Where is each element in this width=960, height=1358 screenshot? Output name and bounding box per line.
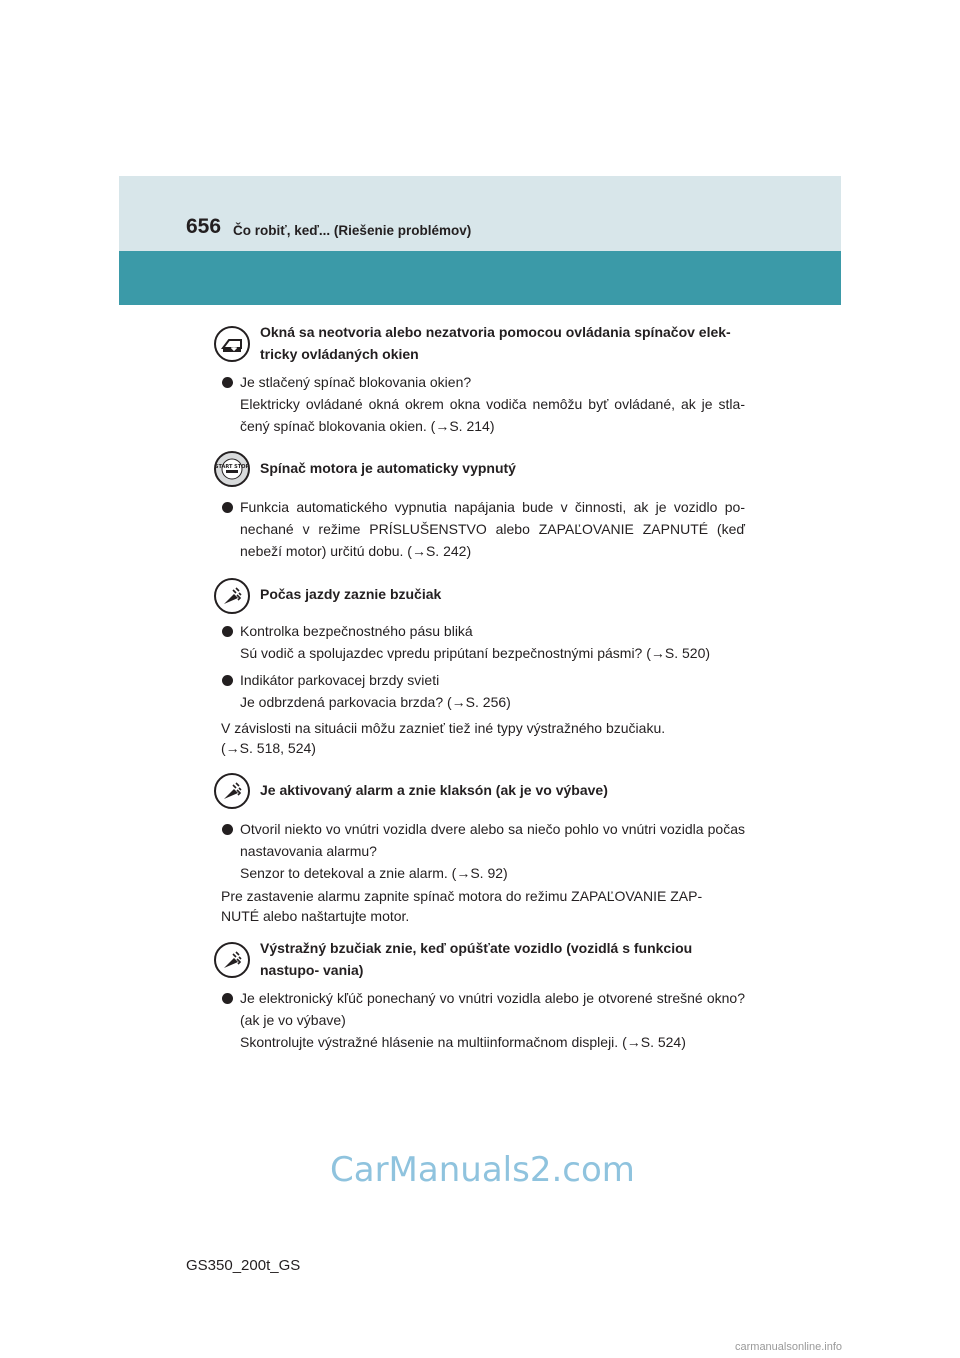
item-answer: Skontrolujte výstražné hlásenie na multiinformačnom displeji. (→S. 524) (240, 1034, 686, 1050)
bullet (221, 621, 235, 635)
section-title: Okná sa neotvoria alebo nezatvoria pomocou ovládania spínačov elek- tricky ovládaných okien (260, 324, 731, 362)
bullet (221, 670, 235, 684)
bullet (221, 819, 235, 833)
section-title: Počas jazdy zaznie bzučiak (260, 586, 442, 602)
header-band (119, 176, 841, 251)
list-item (240, 818, 745, 884)
footer-model: GS350_200t_GS (186, 1257, 301, 1274)
item-answer: Senzor to detekoval a znie alarm. (→S. 92) (240, 865, 508, 881)
list-item (240, 371, 745, 437)
header-bar (119, 251, 841, 305)
note (221, 718, 746, 758)
section-title: Výstražný bzučiak znie, keď opúšťate vozidlo (vozidlá s funkciou nastupo- vania) (260, 940, 693, 978)
watermark-text: CarManuals2.com (330, 1150, 635, 1190)
list-item (240, 987, 745, 1053)
note-line: V závislosti na situácii môžu zaznieť tiež iné typy výstražného bzučiaku. (221, 720, 666, 736)
start-label: START STOP (214, 464, 250, 470)
note (221, 886, 746, 926)
buzzer-sound-icon (214, 578, 250, 614)
power-window-icon (214, 326, 250, 362)
bullet (221, 372, 235, 386)
item-question: Otvoril niekto vo vnútri vozidla dvere alebo sa niečo pohlo vo vnútri vozidla počas nastavovania alarmu? (240, 821, 745, 859)
list-item (240, 669, 745, 713)
item-question: Je elektronický kľúč ponechaný vo vnútri vozidla alebo je otvorené strešné okno? (ak je vo výbave) (240, 990, 745, 1028)
alarm-horn-icon (214, 773, 250, 809)
item-question: Je stlačený spínač blokovania okien? (240, 374, 472, 390)
note-line: Pre zastavenie alarmu zapnite spínač motora do režimu ZAPAĽOVANIE ZAP- (221, 888, 703, 904)
footer-site: carmanualsonline.info (735, 1341, 843, 1353)
note-line: NUTÉ alebo naštartujte motor. (221, 908, 410, 924)
item-question: Indikátor parkovacej brzdy svieti (240, 672, 440, 688)
section-title: Je aktivovaný alarm a znie klaksón (ak je vo výbave) (260, 782, 608, 798)
item-answer: Elektricky ovládané okná okrem okna vodiča nemôžu byť ovládané, ak je stla- čený spínač blokovania okien. (→S. 214) (240, 396, 745, 434)
engine-start-stop-icon (214, 451, 250, 487)
warning-buzzer-icon (214, 942, 250, 978)
bullet (221, 988, 235, 1002)
list-item: Funkcia automatického vypnutia napájania bude v činnosti, ak je vozidlo po- nechané v režime PRÍSLUŠENSTVO alebo ZAPAĽOVANIE ZAPNUTÉ (keď nebeží motor) určitú dobu. (→S. 242) (240, 499, 745, 559)
item-answer: Sú vodič a spolujazdec vpredu pripútaní bezpečnostnými pásmi? (→S. 520) (240, 645, 711, 661)
item-answer: Je odbrzdená parkovacia brzda? (→S. 256) (240, 694, 511, 710)
note-line: (→S. 518, 524) (221, 740, 316, 756)
section-title: Spínač motora je automaticky vypnutý (260, 460, 516, 476)
item-question: Kontrolka bezpečnostného pásu bliká (240, 623, 473, 639)
list-item (240, 620, 745, 664)
page-number: 656 (186, 215, 222, 238)
chapter-title: Čo robiť, keď... (Riešenie problémov) (233, 223, 472, 238)
bullet (221, 497, 235, 511)
